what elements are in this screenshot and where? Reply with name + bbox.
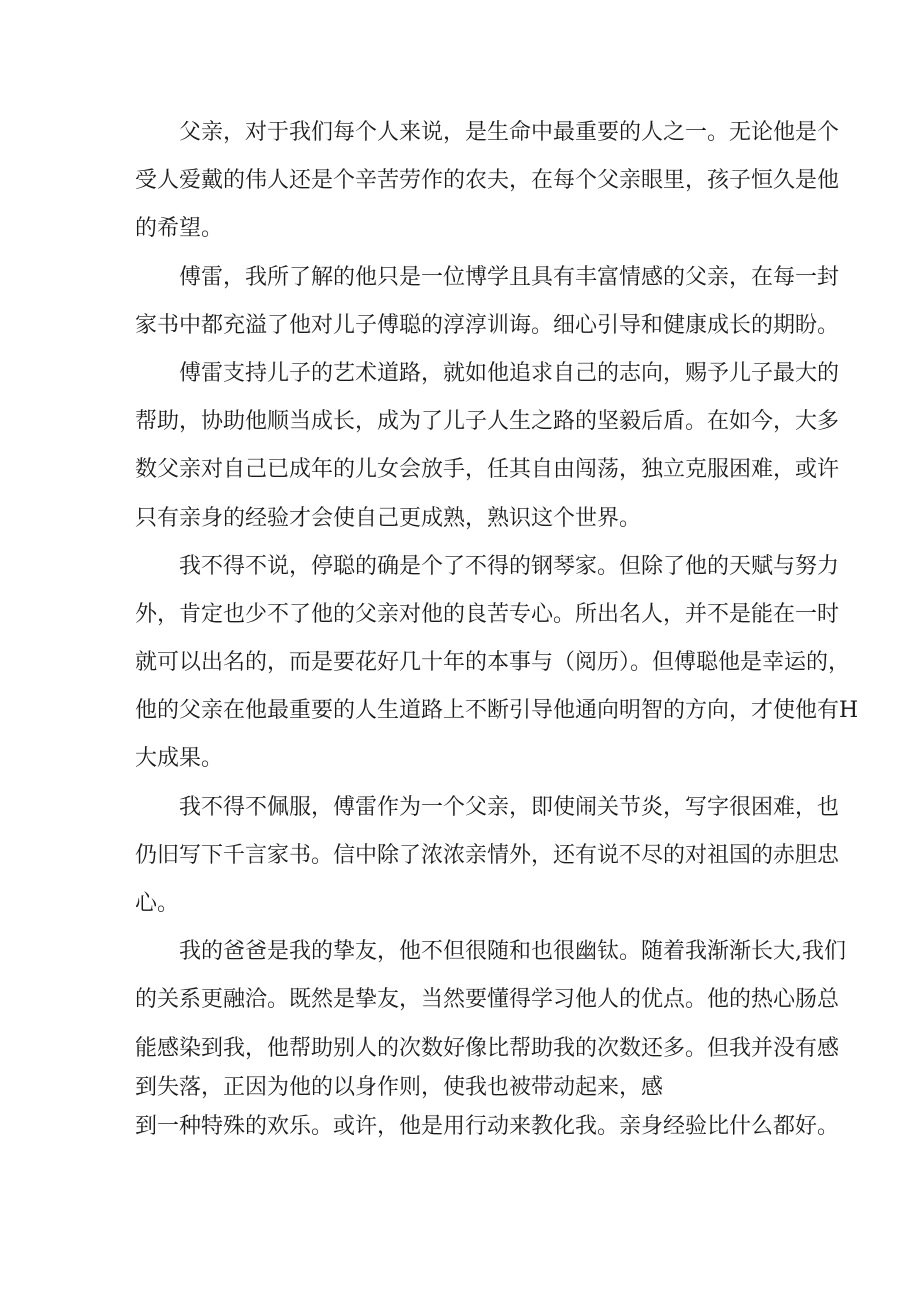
text-line: 心。 [135, 891, 180, 916]
text-line: 帮助，协助他顺当成长，成为了儿子人生之路的坚毅后盾。在如今，大多 [135, 409, 840, 435]
text-line: 只有亲身的经验才会使自己更成熟，熟识这个世界。 [135, 505, 642, 531]
text-line: 能感染到我，他帮助别人的次数好像比帮助我的次数还多。但我并没有感 [135, 1035, 840, 1061]
text-line: 我不得不佩服，傅雷作为一个父亲，即使闹关节炎，写字很困难，也 [179, 794, 840, 820]
document-body [135, 109, 859, 1151]
paragraph-6 [135, 928, 846, 1151]
text-line: 家书中都充溢了他对儿子傅聪的淳淳训诲。细心引导和健康成长的期盼。 [135, 312, 840, 338]
paragraph-4 [135, 543, 859, 784]
text-line: 数父亲对自己已成年的儿女会放手，任其自由闯荡，独立克服困难，或许 [135, 457, 840, 483]
text-line: 到一种特殊的欢乐。或许，他是用行动来教化我。亲身经验比什么都好。 [135, 1113, 840, 1139]
text-line: 他的父亲在他最重要的人生道路上不断引导他通向明智的方向，才使他有H [135, 698, 859, 724]
text-line: 我的爸爸是我的挚友，他不但很随和也很幽钛。随着我渐渐长大,我们 [179, 939, 846, 965]
text-line: 的希望。 [135, 216, 224, 242]
paragraph-5 [135, 784, 840, 929]
text-line: 大成果。 [135, 746, 224, 772]
paragraph-2 [135, 254, 840, 350]
text-line: 傅雷支持儿子的艺术道路，就如他追求自己的志向，赐予儿子最大的 [179, 360, 840, 386]
paragraph-1 [135, 109, 840, 254]
text-line: 的关系更融洽。既然是挚友，当然要懂得学习他人的优点。他的热心肠总 [135, 987, 840, 1013]
text-line: 到失落，正因为他的以身作则，使我也被带动起来，感 [135, 1074, 664, 1100]
text-line: 傅雷，我所了解的他只是一位博学且具有丰富情感的父亲，在每一封 [179, 264, 840, 290]
paragraph-3 [135, 350, 840, 543]
text-line: 就可以出名的，而是要花好几十年的本事与（阅历）。但傅聪他是幸运的， [135, 650, 851, 676]
text-line: 父亲，对于我们每个人来说，是生命中最重要的人之一。无论他是个 [179, 120, 840, 145]
text-line: 受人爱戴的伟人还是个辛苦劳作的农夫，在每个父亲眼里，孩子恒久是他 [135, 168, 840, 194]
text-line: 我不得不说，停聪的确是个了不得的钢琴家。但除了他的天赋与努力 [179, 553, 840, 579]
text-line: 外，肯定也少不了他的父亲对他的良苦专心。所出名人，并不是能在一时 [135, 601, 840, 627]
text-line: 仍旧写下千言家书。信中除了浓浓亲情外，还有说不尽的对祖国的赤胆忠 [135, 842, 840, 868]
